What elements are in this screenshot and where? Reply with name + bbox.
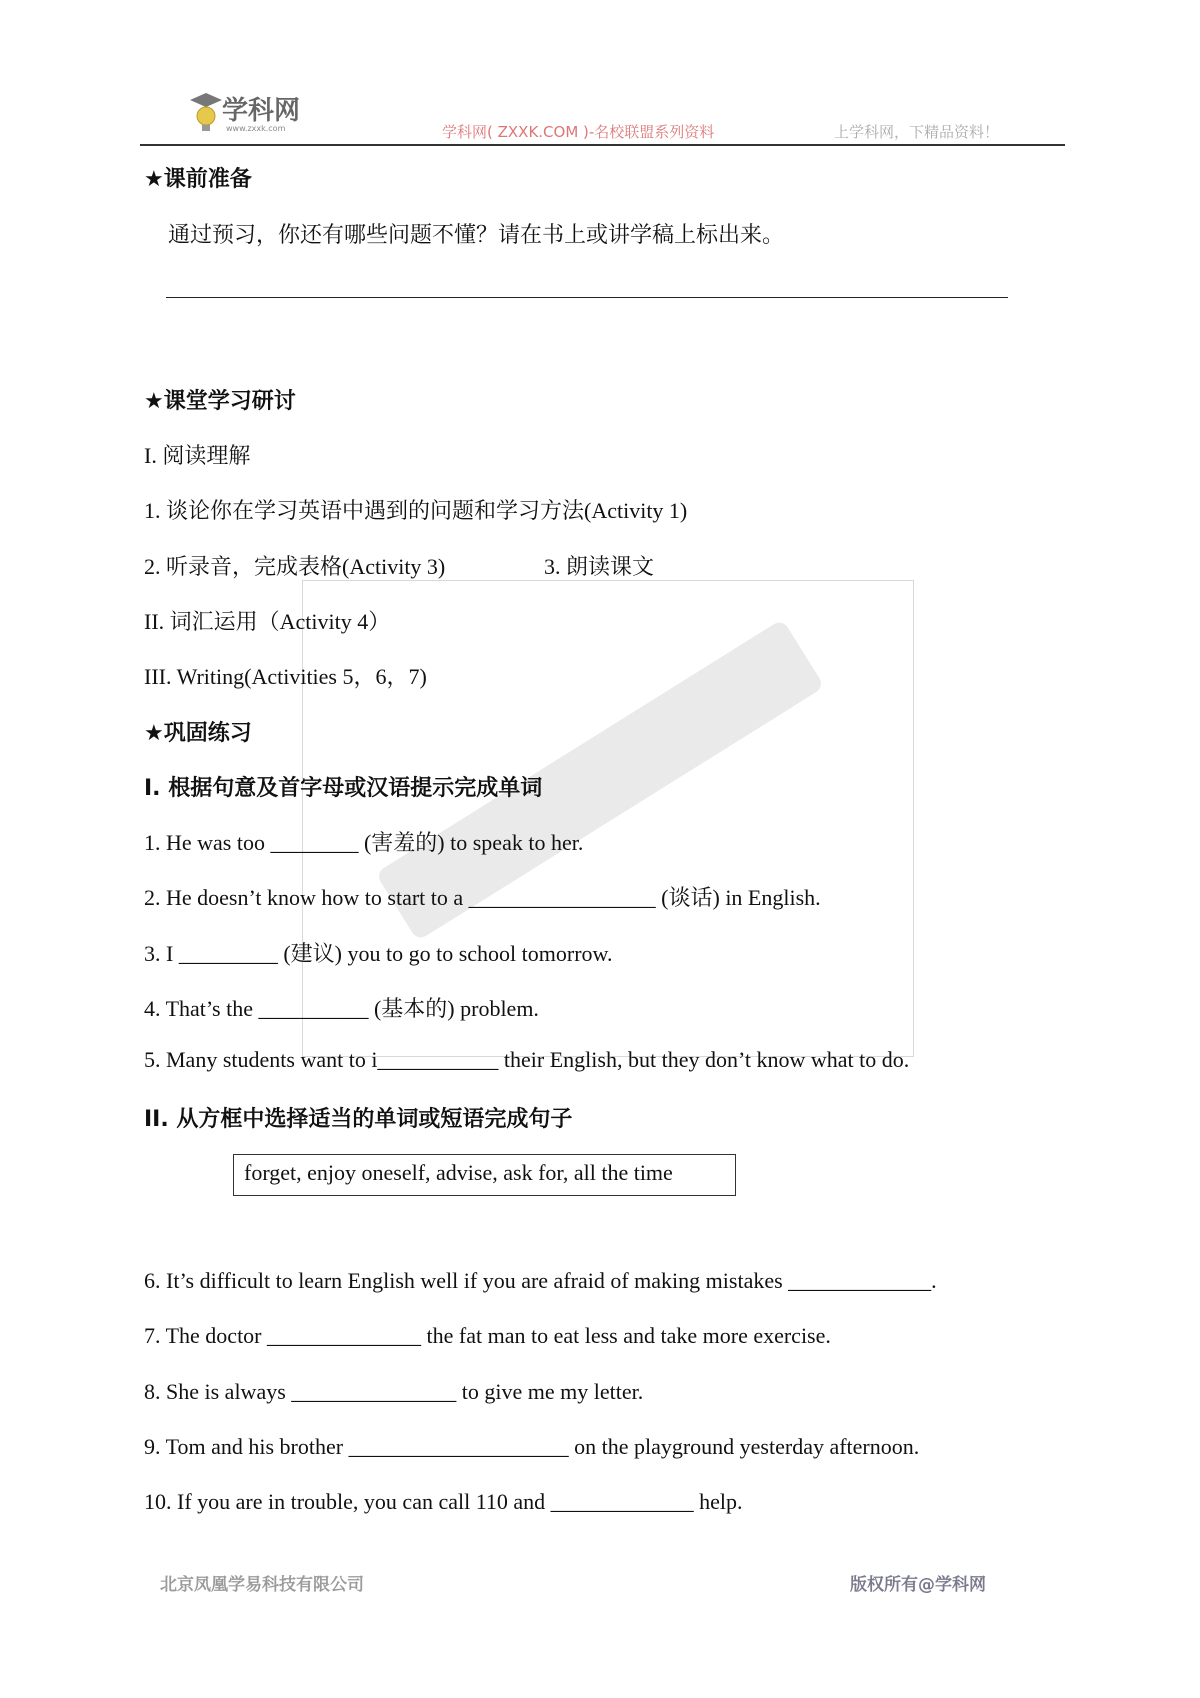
list-item: III. Writing(Activities 5，6，7) xyxy=(144,664,427,689)
footer-company: 北京凤凰学易科技有限公司 xyxy=(160,1575,364,1595)
graduation-cap-icon xyxy=(188,90,224,134)
list-item: 1. 谈论你在学习英语中遇到的问题和学习方法(Activity 1) xyxy=(144,498,688,523)
exercise-item: 3. I _________ (建议) you to go to school tomorrow. xyxy=(144,941,613,966)
preview-prompt: 通过预习，你还有哪些问题不懂？请在书上或讲学稿上标出来。 xyxy=(168,222,785,247)
exercise-item: 4. That’s the __________ (基本的) problem. xyxy=(144,996,539,1021)
exercise-item: 6. It’s difficult to learn English well if you are afraid of making mistakes _____________. xyxy=(144,1268,937,1293)
exercise-item: 8. She is always _______________ to give me my letter. xyxy=(144,1379,644,1404)
section-heading-practice: ★巩固练习 xyxy=(144,721,252,746)
list-item: II. 词汇运用（Activity 4） xyxy=(144,609,391,634)
watermark-box xyxy=(302,580,914,1057)
answer-line xyxy=(166,297,1008,298)
section-heading-preparation: ★课前准备 xyxy=(144,167,252,192)
exercise-item: 5. Many students want to i___________ their English, but they don’t know what to do. xyxy=(144,1047,910,1072)
header-right-text: 上学科网，下精品资料！ xyxy=(834,123,1000,141)
header-center-text: 学科网( ZXXK.COM )-名校联盟系列资料 xyxy=(442,123,715,141)
word-box-text: forget, enjoy oneself, advise, ask for, all the time xyxy=(244,1160,673,1185)
list-item: 3. 朗读课文 xyxy=(544,554,655,579)
list-item: 2. 听录音，完成表格(Activity 3) xyxy=(144,554,446,579)
logo-subtitle: www.zxxk.com xyxy=(226,124,286,133)
section-heading-classroom: ★课堂学习研讨 xyxy=(144,389,296,414)
logo xyxy=(188,86,318,142)
header-rule xyxy=(140,144,1065,146)
exercise-item: 7. The doctor ______________ the fat man to eat less and take more exercise. xyxy=(144,1323,831,1348)
part-one-title: I. 根据句意及首字母或汉语提示完成单词 xyxy=(144,776,543,801)
logo-text: 学科网 xyxy=(222,96,301,126)
exercise-item: 10. If you are in trouble, you can call 110 and _____________ help. xyxy=(144,1489,743,1514)
exercise-item: 2. He doesn’t know how to start to a _________________ (谈话) in English. xyxy=(144,885,821,910)
exercise-item: 1. He was too ________ (害羞的) to speak to her. xyxy=(144,830,584,855)
exercise-item: 9. Tom and his brother ____________________ on the playground yesterday afternoon. xyxy=(144,1434,920,1459)
part-two-title: II. 从方框中选择适当的单词或短语完成句子 xyxy=(144,1107,573,1132)
footer-copyright: 版权所有@学科网 xyxy=(850,1575,986,1595)
word-box xyxy=(233,1154,736,1196)
list-item: I. 阅读理解 xyxy=(144,443,251,468)
